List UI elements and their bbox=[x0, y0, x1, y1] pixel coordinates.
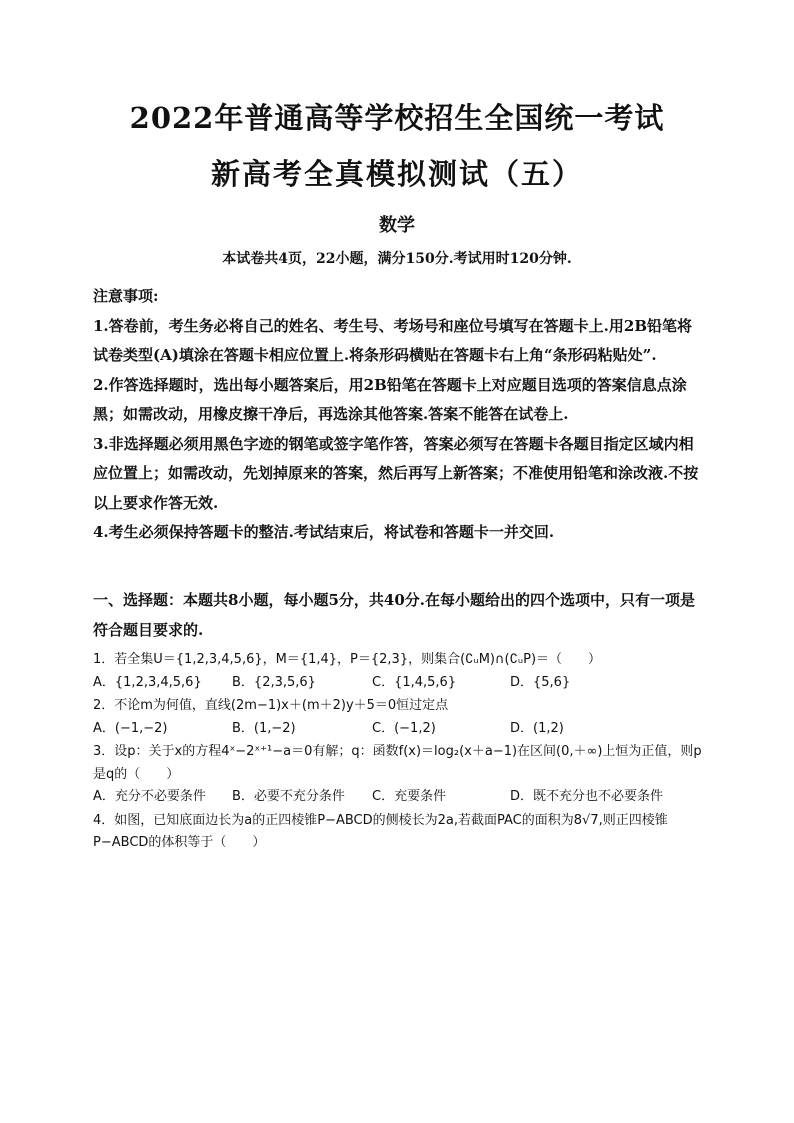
option-d: D．既不充分也不必要条件 bbox=[510, 789, 664, 804]
option-d: D．{5,6} bbox=[510, 674, 571, 690]
question-stem: 4．如图，已知底面边长为a的正四棱锥P−ABCD的侧棱长为2a,若截面PAC的面积为8√7,则正四棱锥P−ABCD的体积等于（ ） bbox=[93, 812, 668, 850]
note-item: 1.答卷前，考生务必将自己的姓名、考生号、考场号和座位号填写在答题卡上.用2B铅笔将试卷类型(A)填涂在答题卡相应位置上.将条形码横贴在答题卡右上角“条形码粘贴处”. bbox=[93, 316, 693, 364]
note-item: 2.作答选择题时，选出每小题答案后，用2B铅笔在答题卡上对应题目选项的答案信息点涂黑；如需改动，用橡皮擦干净后，再选涂其他答案.答案不能答在试卷上. bbox=[93, 375, 687, 423]
question bbox=[93, 810, 703, 855]
question-list bbox=[93, 649, 703, 856]
option-d: D．(1,2) bbox=[510, 720, 564, 736]
option-b: B．{2,3,5,6} bbox=[232, 674, 316, 690]
question bbox=[93, 741, 703, 809]
question-stem: 1．若全集U＝{1,2,3,4,5,6}，M＝{1,4}，P＝{2,3}，则集合(∁ᵤM)∩(∁ᵤP)＝（ ） bbox=[93, 652, 602, 667]
option-b: B．必要不充分条件 bbox=[232, 789, 345, 804]
subject-heading: 数学 bbox=[379, 215, 415, 236]
option-a: A．{1,2,3,4,5,6} bbox=[93, 674, 202, 690]
notes-heading: 注意事项: bbox=[93, 287, 159, 305]
notes-section bbox=[93, 282, 703, 548]
option-a: A．充分不必要条件 bbox=[93, 789, 206, 804]
exam-title: 2022年普通高等学校招生全国统一考试 bbox=[129, 101, 665, 135]
option-a: A．(−1,−2) bbox=[93, 720, 168, 736]
question-stem: 2．不论m为何值，直线(2m−1)x＋(m＋2)y＋5＝0恒过定点 bbox=[93, 698, 449, 713]
question bbox=[93, 649, 703, 694]
section-heading: 一、选择题：本题共8小题，每小题5分，共40分.在每小题给出的四个选项中，只有一项是符合题目要求的. bbox=[93, 591, 695, 639]
question-stem: 3．设p：关于x的方程4ˣ−2ˣ⁺¹−a＝0有解；q：函数f(x)＝log₂(x＋a−1)在区间(0,＋∞)上恒为正值，则p是q的（ ） bbox=[93, 744, 702, 782]
note-item: 3.非选择题必须用黑色字迹的钢笔或签字笔作答，答案必须写在答题卡各题目指定区域内相应位置上；如需改动，先划掉原来的答案，然后再写上新答案；不准使用铅笔和涂改液.不按以上要求作答无效. bbox=[93, 434, 699, 512]
option-c: C．充要条件 bbox=[372, 789, 447, 804]
question-options bbox=[93, 786, 703, 809]
option-b: B．(1,−2) bbox=[232, 720, 296, 736]
question-options bbox=[93, 718, 703, 741]
exam-subtitle: 新高考全真模拟测试（五） bbox=[210, 157, 583, 191]
note-item: 4.考生必须保持答题卡的整洁.考试结束后，将试卷和答题卡一并交回. bbox=[93, 523, 555, 541]
question bbox=[93, 695, 703, 740]
option-c: C．(−1,2) bbox=[372, 720, 436, 736]
question-options bbox=[93, 672, 703, 695]
exam-intro: 本试卷共4页，22小题，满分150分.考试用时120分钟. bbox=[222, 251, 572, 267]
option-c: C．{1,4,5,6} bbox=[372, 674, 457, 690]
